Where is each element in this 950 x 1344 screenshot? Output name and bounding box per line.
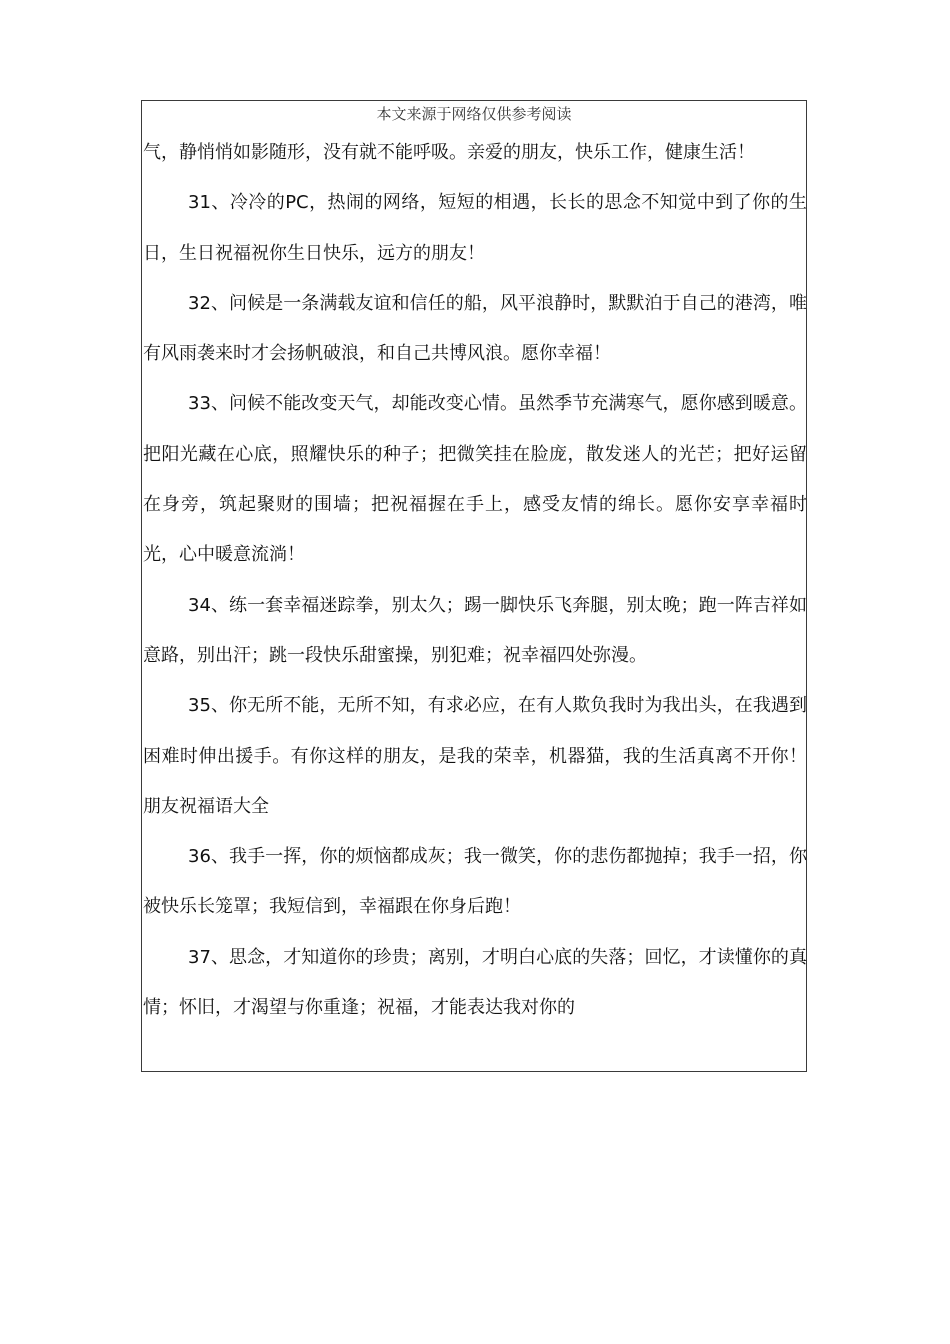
paragraph-continuation: 气，静悄悄如影随形，没有就不能呼吸。亲爱的朋友，快乐工作，健康生活！	[143, 142, 755, 163]
paragraph-34: 34、练一套幸福迷踪拳，别太久；踢一脚快乐飞奔腿，别太晚；跑一阵吉祥如意路，别出汗；跳一段快乐甜蜜操，别犯难；祝幸福四处弥漫。	[143, 594, 807, 666]
paragraph-32: 32、问候是一条满载友谊和信任的船，风平浪静时，默默泊于自己的港湾，唯有风雨袭来时才会扬帆破浪，和自己共博风浪。愿你幸福！	[143, 292, 807, 365]
paragraph-36: 36、我手一挥，你的烦恼都成灰；我一微笑，你的悲伤都抛掉；我手一招，你被快乐长笼罩；我短信到，幸福跟在你身后跑！	[143, 846, 807, 918]
paragraph-31: 31、冷冷的PC，热闹的网络，短短的相遇，长长的思念不知觉中到了你的生日，生日祝福祝你生日快乐，远方的朋友！	[143, 192, 807, 264]
source-header: 本文来源于网络仅供参考阅读	[376, 105, 572, 123]
paragraph-35: 35、你无所不能，无所不知，有求必应，在有人欺负我时为我出头，在我遇到困难时伸出援手。有你这样的朋友，是我的荣幸，机器猫，我的生活真离不开你！朋友祝福语大全	[143, 695, 807, 817]
document-body	[143, 128, 807, 1033]
page-frame	[141, 100, 807, 1072]
paragraph-37: 37、思念，才知道你的珍贵；离别，才明白心底的失落；回忆，才读懂你的真情；怀旧，才渴望与你重逢；祝福，才能表达我对你的	[143, 946, 807, 1019]
paragraph-33: 33、问候不能改变天气，却能改变心情。虽然季节充满寒气，愿你感到暖意。把阳光藏在心底，照耀快乐的种子；把微笑挂在脸庞，散发迷人的光芒；把好运留在身旁，筑起聚财的围墙；把祝福握在手上，感受友情的绵长。愿你安享幸福时光，心中暖意流淌！	[143, 393, 807, 566]
